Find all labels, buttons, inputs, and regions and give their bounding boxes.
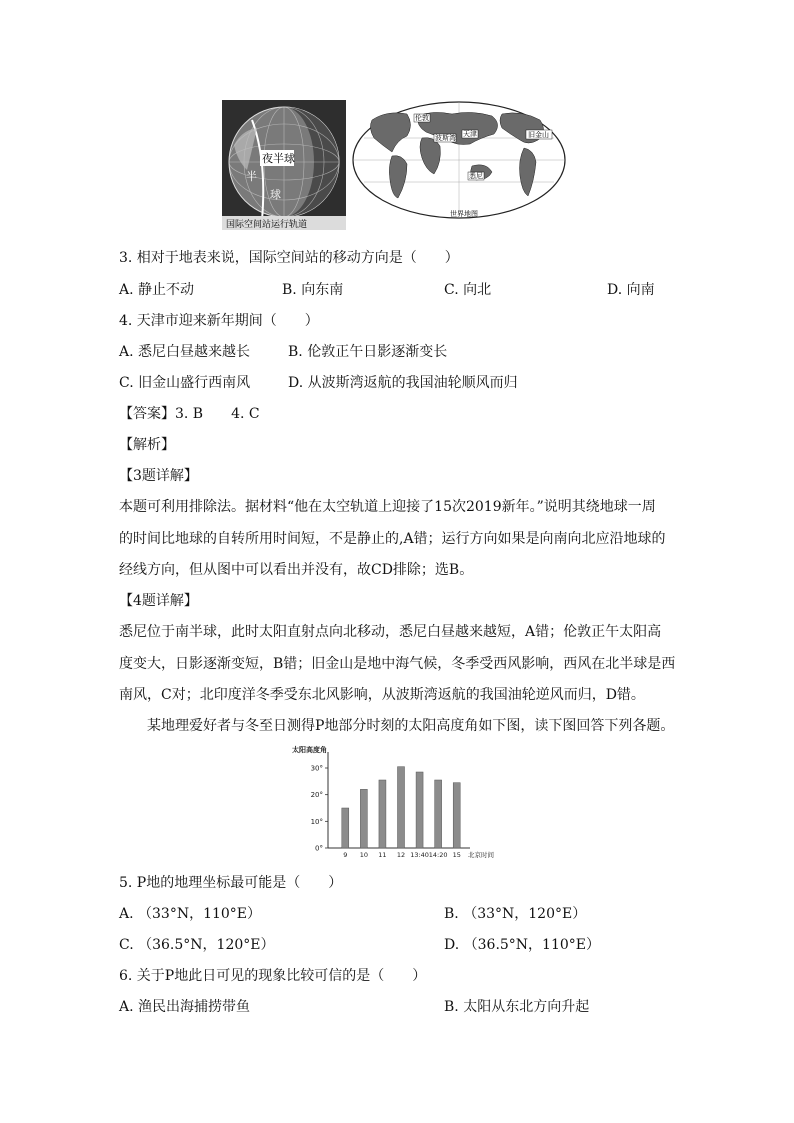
sun-altitude-chart-svg (288, 744, 508, 862)
q4-option-d: D. 从波斯湾返航的我国油轮顺风而归 (288, 375, 518, 391)
analysis-heading: 【解析】 (119, 437, 175, 453)
chart-x-tick-label: 14:20 (428, 851, 448, 859)
globe-caption: 国际空间站运行轨道 (226, 220, 308, 230)
world-map-figure (352, 100, 567, 222)
chart-bar (416, 772, 423, 848)
q6-stem: 6. 关于P地此日可见的现象比较可信的是（ ） (119, 968, 427, 984)
q3-detail-line-1: 本题可利用排除法。据材料“他在太空轨道上迎接了15次2019新年。”说明其绕地球一周 (119, 499, 656, 515)
chart-bar (342, 808, 349, 848)
globe-label-night: 夜半球 (262, 152, 295, 165)
chart-x-tick-label: 9 (343, 851, 348, 859)
q5-option-d: D. （36.5°N，110°E） (444, 937, 600, 953)
chart-bar (435, 780, 442, 848)
chart-y-label: 太阳高度角 (292, 746, 327, 754)
q4-stem: 4. 天津市迎来新年期间（ ） (119, 313, 319, 329)
chart-x-tick-label: 10 (359, 851, 368, 859)
q3-detail-heading: 【3题详解】 (119, 468, 198, 484)
q4-option-b: B. 伦敦正午日影逐渐变长 (288, 344, 448, 360)
q4-detail-heading: 【4题详解】 (119, 593, 198, 609)
chart-x-tick-label: 15 (452, 851, 461, 859)
chart-y-tick-label: 0° (315, 844, 323, 853)
map-label-tianjin: 天津 (463, 130, 477, 138)
answer-line: 【答案】3. B 4. C (119, 406, 260, 422)
map-label-london: 伦敦 (415, 114, 429, 122)
q5-stem: 5. P地的地理坐标最可能是（ ） (119, 875, 343, 891)
sun-altitude-chart (288, 744, 508, 862)
q5-option-c: C. （36.5°N，120°E） (119, 937, 275, 953)
chart-x-tick-label: 11 (378, 851, 387, 859)
q4-detail-line-1: 悉尼位于南半球，此时太阳直射点向北移动，悉尼白昼越来越短，A错；伦敦正午太阳高 (119, 624, 662, 640)
chart-x-tick-label: 12 (396, 851, 406, 859)
map-caption: 世界地图 (450, 210, 478, 218)
chart-x-label: 北京时间 (468, 851, 494, 859)
q3-detail-line-3: 经线方向，但从图中可以看出并没有，故CD排除；选B。 (119, 562, 474, 578)
map-label-sydney: 悉尼 (469, 172, 483, 180)
chart-bar (398, 767, 405, 848)
chart-bar (360, 789, 367, 848)
globe-label-sphere: 球 (270, 188, 281, 201)
chart-bar (453, 783, 460, 848)
q6-option-a: A. 渔民出海捕捞带鱼 (119, 999, 251, 1015)
q3-detail-line-2: 的时间比地球的自转所用时间短，不是静止的,A错；运行方向如果是向南向北应沿地球的 (119, 531, 666, 547)
map-label-san-francisco: 旧金山 (528, 131, 549, 139)
q4-option-a: A. 悉尼白昼越来越长 (119, 344, 251, 360)
q3-option-d: D. 向南 (607, 282, 655, 298)
q3-option-a: A. 静止不动 (119, 282, 195, 298)
group-intro: 某地理爱好者与冬至日测得P地部分时刻的太阳高度角如下图，读下图回答下列各题。 (147, 718, 675, 734)
chart-bar (379, 780, 386, 848)
q5-option-b: B. （33°N，120°E） (444, 906, 587, 922)
map-label-persian-gulf: 波斯湾 (435, 134, 456, 142)
globe-figure (222, 100, 346, 230)
q4-detail-line-2: 度变大，日影逐渐变短，B错；旧金山是地中海气候，冬季受西风影响，西风在北半球是西 (119, 656, 676, 672)
chart-y-tick-label: 10° (310, 817, 323, 826)
chart-y-tick-label: 30° (310, 764, 323, 773)
q5-option-a: A. （33°N，110°E） (119, 906, 262, 922)
q4-detail-line-3: 南风，C对；北印度洋冬季受东北风影响，从波斯湾返航的我国油轮逆风而归，D错。 (119, 687, 645, 703)
globe-illustration (222, 100, 346, 230)
chart-x-tick-label: 13:40 (410, 851, 429, 859)
chart-y-tick-label: 20° (310, 791, 323, 800)
q3-option-b: B. 向东南 (282, 282, 344, 298)
q6-option-b: B. 太阳从东北方向升起 (444, 999, 590, 1015)
q4-option-c: C. 旧金山盛行西南风 (119, 375, 251, 391)
q3-option-c: C. 向北 (444, 282, 492, 298)
q3-stem: 3. 相对于地表来说，国际空间站的移动方向是（ ） (119, 250, 459, 266)
globe-label-half: 半 (246, 170, 257, 183)
world-map-illustration (352, 100, 567, 222)
